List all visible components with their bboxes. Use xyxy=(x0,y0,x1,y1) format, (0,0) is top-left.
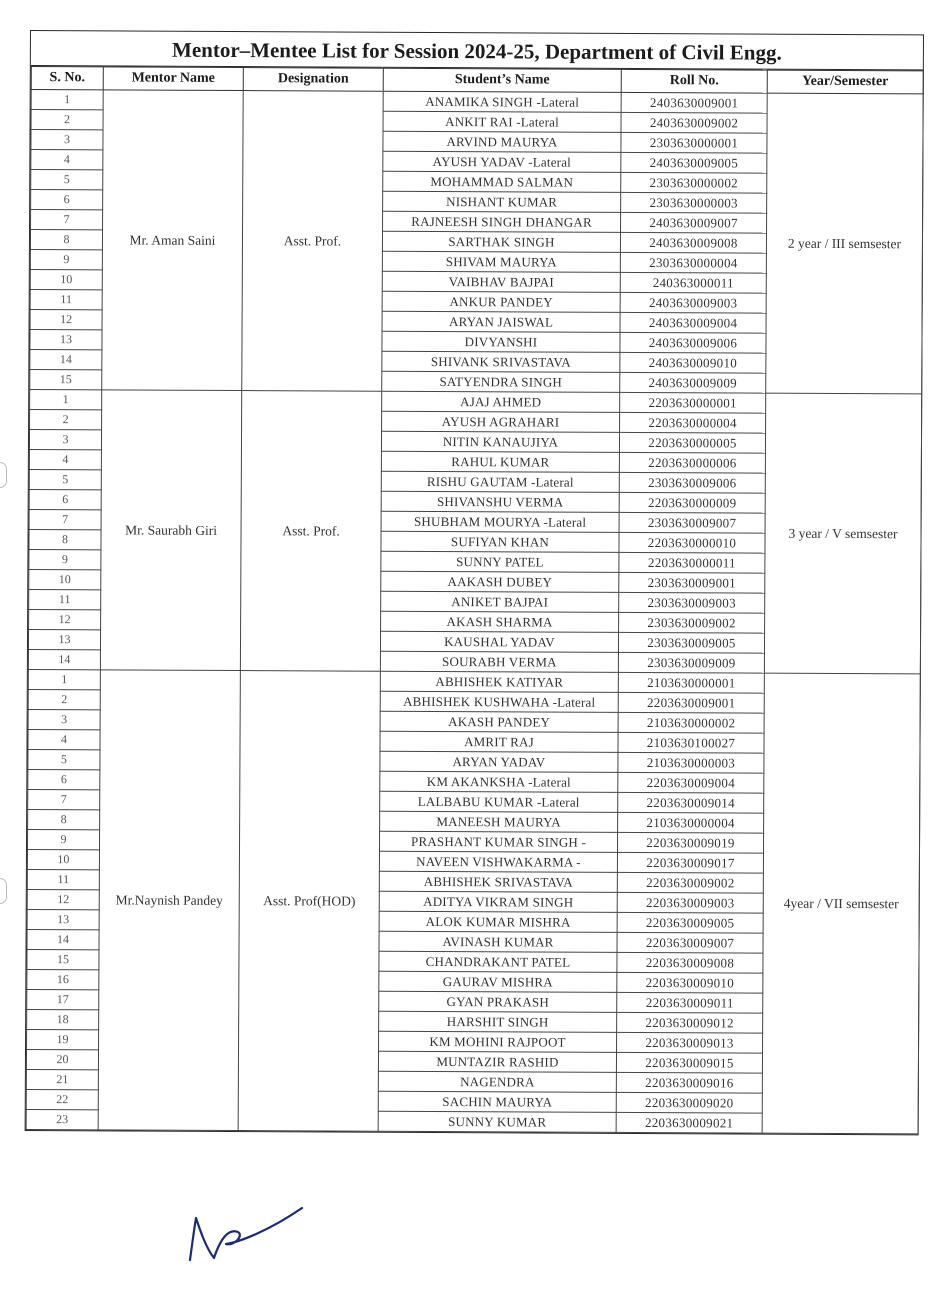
serial-number-cell: 7 xyxy=(31,210,103,230)
roll-number-cell: 2203630009010 xyxy=(617,972,763,993)
serial-number-cell: 15 xyxy=(27,949,99,969)
roll-number-cell: 2203630009015 xyxy=(616,1052,762,1073)
table-row xyxy=(28,669,920,693)
table-body xyxy=(26,90,923,1134)
serial-number-cell: 4 xyxy=(29,450,101,470)
roll-number-cell: 2203630009014 xyxy=(618,792,764,813)
roll-number-cell: 2203630009020 xyxy=(616,1092,762,1113)
roll-number-cell: 2303630000004 xyxy=(620,252,766,273)
serial-number-cell: 16 xyxy=(27,969,99,989)
serial-number-cell: 12 xyxy=(30,310,102,330)
student-name-cell: SHIVAM MAURYA xyxy=(382,251,620,272)
designation-cell: Asst. Prof. xyxy=(242,91,383,392)
header-student-name: Student’s Name xyxy=(383,68,621,92)
roll-number-cell: 2303630009007 xyxy=(619,512,765,533)
serial-number-cell: 10 xyxy=(27,849,99,869)
roll-number-cell: 2403630009008 xyxy=(620,232,766,253)
student-name-cell: SUNNY KUMAR xyxy=(378,1111,616,1132)
student-name-cell: ARYAN JAISWAL xyxy=(382,311,620,332)
roll-number-cell: 2303630000001 xyxy=(621,132,767,153)
student-name-cell: MANEESH MAURYA xyxy=(380,811,618,832)
student-name-cell: ADITYA VIKRAM SINGH xyxy=(379,891,617,912)
serial-number-cell: 2 xyxy=(28,689,100,709)
student-name-cell: AJAJ AHMED xyxy=(382,391,620,412)
student-name-cell: ABHISHEK SRIVASTAVA xyxy=(379,871,617,892)
serial-number-cell: 11 xyxy=(30,290,102,310)
serial-number-cell: 5 xyxy=(31,170,103,190)
roll-number-cell: 2203630000011 xyxy=(619,552,765,573)
serial-number-cell: 20 xyxy=(26,1049,98,1069)
serial-number-cell: 12 xyxy=(29,610,101,630)
student-name-cell: ARYAN YADAV xyxy=(380,751,618,772)
serial-number-cell: 3 xyxy=(31,130,103,150)
student-name-cell: ABHISHEK KUSHWAHA -Lateral xyxy=(380,691,618,712)
serial-number-cell: 13 xyxy=(28,630,100,650)
student-name-cell: KM AKANKSHA -Lateral xyxy=(380,771,618,792)
student-name-cell: SHUBHAM MOURYA -Lateral xyxy=(381,511,619,532)
serial-number-cell: 18 xyxy=(27,1009,99,1029)
roll-number-cell: 2203630009017 xyxy=(617,852,763,873)
roll-number-cell: 2203630009011 xyxy=(617,992,763,1013)
roll-number-cell: 2403630009007 xyxy=(621,212,767,233)
student-name-cell: AVINASH KUMAR xyxy=(379,931,617,952)
roll-number-cell: 2203630009002 xyxy=(617,872,763,893)
roll-number-cell: 2403630009002 xyxy=(621,112,767,133)
roll-number-cell: 2303630009002 xyxy=(619,612,765,633)
student-name-cell: SHIVANK SRIVASTAVA xyxy=(382,351,620,372)
serial-number-cell: 13 xyxy=(30,330,102,350)
student-name-cell: PRASHANT KUMAR SINGH - xyxy=(379,831,617,852)
roll-number-cell: 2203630000005 xyxy=(619,432,765,453)
scan-edge-mark xyxy=(0,878,7,904)
roll-number-cell: 2203630009004 xyxy=(618,772,764,793)
student-name-cell: SACHIN MAURYA xyxy=(378,1091,616,1112)
student-name-cell: SUFIYAN KHAN xyxy=(381,531,619,552)
student-name-cell: ALOK KUMAR MISHRA xyxy=(379,911,617,932)
student-name-cell: LALBABU KUMAR -Lateral xyxy=(380,791,618,812)
mentor-mentee-sheet xyxy=(25,30,924,1135)
serial-number-cell: 6 xyxy=(28,769,100,789)
serial-number-cell: 9 xyxy=(30,250,102,270)
table-row xyxy=(31,90,923,114)
serial-number-cell: 8 xyxy=(29,530,101,550)
roll-number-cell: 2403630009009 xyxy=(620,372,766,393)
student-name-cell: RISHU GAUTAM -Lateral xyxy=(381,471,619,492)
student-name-cell: HARSHIT SINGH xyxy=(379,1011,617,1032)
serial-number-cell: 4 xyxy=(31,150,103,170)
year-semester-cell: 3 year / V semsester xyxy=(764,393,921,674)
student-name-cell: SARTHAK SINGH xyxy=(382,231,620,252)
student-name-cell: RAJNEESH SINGH DHANGAR xyxy=(383,211,621,232)
serial-number-cell: 2 xyxy=(31,110,103,130)
serial-number-cell: 3 xyxy=(28,709,100,729)
serial-number-cell: 9 xyxy=(29,550,101,570)
serial-number-cell: 10 xyxy=(29,570,101,590)
student-name-cell: RAHUL KUMAR xyxy=(381,451,619,472)
signature-mark xyxy=(180,1200,310,1270)
serial-number-cell: 8 xyxy=(30,230,102,250)
header-sno: S. No. xyxy=(31,67,103,90)
roll-number-cell: 2403630009003 xyxy=(620,292,766,313)
student-name-cell: AYUSH YADAV -Lateral xyxy=(383,151,621,172)
serial-number-cell: 8 xyxy=(28,809,100,829)
serial-number-cell: 22 xyxy=(26,1089,98,1109)
serial-number-cell: 1 xyxy=(28,669,100,689)
roll-number-cell: 2203630000010 xyxy=(619,532,765,553)
roll-number-cell: 2103630100027 xyxy=(618,732,764,753)
student-name-cell: AMRIT RAJ xyxy=(380,731,618,752)
year-semester-cell: 2 year / III semsester xyxy=(766,93,923,394)
serial-number-cell: 14 xyxy=(30,350,102,370)
student-name-cell: ANKIT RAI -Lateral xyxy=(383,111,621,132)
student-name-cell: AYUSH AGRAHARI xyxy=(382,411,620,432)
roll-number-cell: 2203630000001 xyxy=(620,392,766,413)
serial-number-cell: 21 xyxy=(26,1069,98,1089)
roll-number-cell: 2103630000002 xyxy=(618,712,764,733)
designation-cell: Asst. Prof(HOD) xyxy=(238,671,380,1132)
serial-number-cell: 7 xyxy=(29,510,101,530)
roll-number-cell: 2203630000006 xyxy=(619,452,765,473)
student-name-cell: NAGENDRA xyxy=(378,1071,616,1092)
student-name-cell: ARVIND MAURYA xyxy=(383,131,621,152)
serial-number-cell: 5 xyxy=(28,749,100,769)
student-name-cell: MUNTAZIR RASHID xyxy=(378,1051,616,1072)
table-row xyxy=(30,390,922,414)
roll-number-cell: 2303630000002 xyxy=(621,172,767,193)
serial-number-cell: 13 xyxy=(27,909,99,929)
serial-number-cell: 17 xyxy=(27,989,99,1009)
student-name-cell: ANIKET BAJPAI xyxy=(381,591,619,612)
roll-number-cell: 2203630009021 xyxy=(616,1112,762,1133)
scan-edge-mark xyxy=(0,462,7,488)
student-name-cell: KM MOHINI RAJPOOT xyxy=(379,1031,617,1052)
mentor-name-cell: Mr.Naynish Pandey xyxy=(98,670,240,1131)
serial-number-cell: 23 xyxy=(26,1109,98,1129)
student-name-cell: KAUSHAL YADAV xyxy=(380,631,618,652)
serial-number-cell: 9 xyxy=(27,829,99,849)
student-name-cell: AAKASH DUBEY xyxy=(381,571,619,592)
student-name-cell: NISHANT KUMAR xyxy=(383,191,621,212)
serial-number-cell: 2 xyxy=(30,410,102,430)
roll-number-cell: 2203630000009 xyxy=(619,492,765,513)
roll-number-cell: 2203630009008 xyxy=(617,952,763,973)
serial-number-cell: 1 xyxy=(30,390,102,410)
roll-number-cell: 2203630009019 xyxy=(617,832,763,853)
serial-number-cell: 1 xyxy=(31,90,103,110)
roll-number-cell: 2303630009005 xyxy=(618,632,764,653)
serial-number-cell: 6 xyxy=(31,190,103,210)
student-name-cell: NAVEEN VISHWAKARMA - xyxy=(379,851,617,872)
roll-number-cell: 2203630009013 xyxy=(617,1032,763,1053)
student-name-cell: MOHAMMAD SALMAN xyxy=(383,171,621,192)
student-name-cell: VAIBHAV BAJPAI xyxy=(382,271,620,292)
header-roll-no: Roll No. xyxy=(621,69,767,93)
roll-number-cell: 240363000011 xyxy=(620,272,766,293)
serial-number-cell: 14 xyxy=(28,649,100,669)
header-designation: Designation xyxy=(243,68,383,92)
serial-number-cell: 6 xyxy=(29,490,101,510)
serial-number-cell: 11 xyxy=(29,590,101,610)
mentor-mentee-table xyxy=(26,66,924,1134)
roll-number-cell: 2303630009003 xyxy=(619,592,765,613)
student-name-cell: ABHISHEK KATIYAR xyxy=(380,671,618,692)
student-name-cell: SUNNY PATEL xyxy=(381,551,619,572)
page-title: Mentor–Mentee List for Session 2024-25, Department of Civil Engg. xyxy=(31,31,923,70)
roll-number-cell: 2103630000004 xyxy=(618,812,764,833)
serial-number-cell: 10 xyxy=(30,270,102,290)
serial-number-cell: 11 xyxy=(27,869,99,889)
student-name-cell: ANKUR PANDEY xyxy=(382,291,620,312)
student-name-cell: DIVYANSHI xyxy=(382,331,620,352)
serial-number-cell: 4 xyxy=(28,729,100,749)
roll-number-cell: 2403630009010 xyxy=(620,352,766,373)
student-name-cell: NITIN KANAUJIYA xyxy=(381,431,619,452)
roll-number-cell: 2403630009006 xyxy=(620,332,766,353)
serial-number-cell: 15 xyxy=(30,370,102,390)
year-semester-cell: 4year / VII semsester xyxy=(762,673,920,1134)
serial-number-cell: 12 xyxy=(27,889,99,909)
roll-number-cell: 2103630000003 xyxy=(618,752,764,773)
serial-number-cell: 3 xyxy=(29,430,101,450)
roll-number-cell: 2103630000001 xyxy=(618,672,764,693)
mentor-name-cell: Mr. Saurabh Giri xyxy=(100,390,241,671)
student-name-cell: SOURABH VERMA xyxy=(380,651,618,672)
serial-number-cell: 5 xyxy=(29,470,101,490)
mentor-name-cell: Mr. Aman Saini xyxy=(102,90,243,391)
student-name-cell: AKASH SHARMA xyxy=(381,611,619,632)
roll-number-cell: 2303630000003 xyxy=(621,192,767,213)
roll-number-cell: 2203630009007 xyxy=(617,932,763,953)
roll-number-cell: 2203630009016 xyxy=(616,1072,762,1093)
student-name-cell: GYAN PRAKASH xyxy=(379,991,617,1012)
student-name-cell: SATYENDRA SINGH xyxy=(382,371,620,392)
roll-number-cell: 2203630009012 xyxy=(617,1012,763,1033)
student-name-cell: AKASH PANDEY xyxy=(380,711,618,732)
roll-number-cell: 2303630009001 xyxy=(619,572,765,593)
designation-cell: Asst. Prof. xyxy=(240,391,381,672)
serial-number-cell: 19 xyxy=(27,1029,99,1049)
header-mentor-name: Mentor Name xyxy=(103,67,243,91)
student-name-cell: GAURAV MISHRA xyxy=(379,971,617,992)
student-name-cell: ANAMIKA SINGH -Lateral xyxy=(383,91,621,112)
serial-number-cell: 14 xyxy=(27,929,99,949)
student-name-cell: CHANDRAKANT PATEL xyxy=(379,951,617,972)
serial-number-cell: 7 xyxy=(28,789,100,809)
roll-number-cell: 2203630009001 xyxy=(618,692,764,713)
roll-number-cell: 2403630009004 xyxy=(620,312,766,333)
roll-number-cell: 2203630009005 xyxy=(617,912,763,933)
student-name-cell: SHIVANSHU VERMA xyxy=(381,491,619,512)
roll-number-cell: 2303630009006 xyxy=(619,472,765,493)
roll-number-cell: 2303630009009 xyxy=(618,652,764,673)
roll-number-cell: 2203630000004 xyxy=(620,412,766,433)
header-year-semester: Year/Semester xyxy=(767,70,923,94)
roll-number-cell: 2403630009005 xyxy=(621,152,767,173)
roll-number-cell: 2203630009003 xyxy=(617,892,763,913)
roll-number-cell: 2403630009001 xyxy=(621,92,767,113)
